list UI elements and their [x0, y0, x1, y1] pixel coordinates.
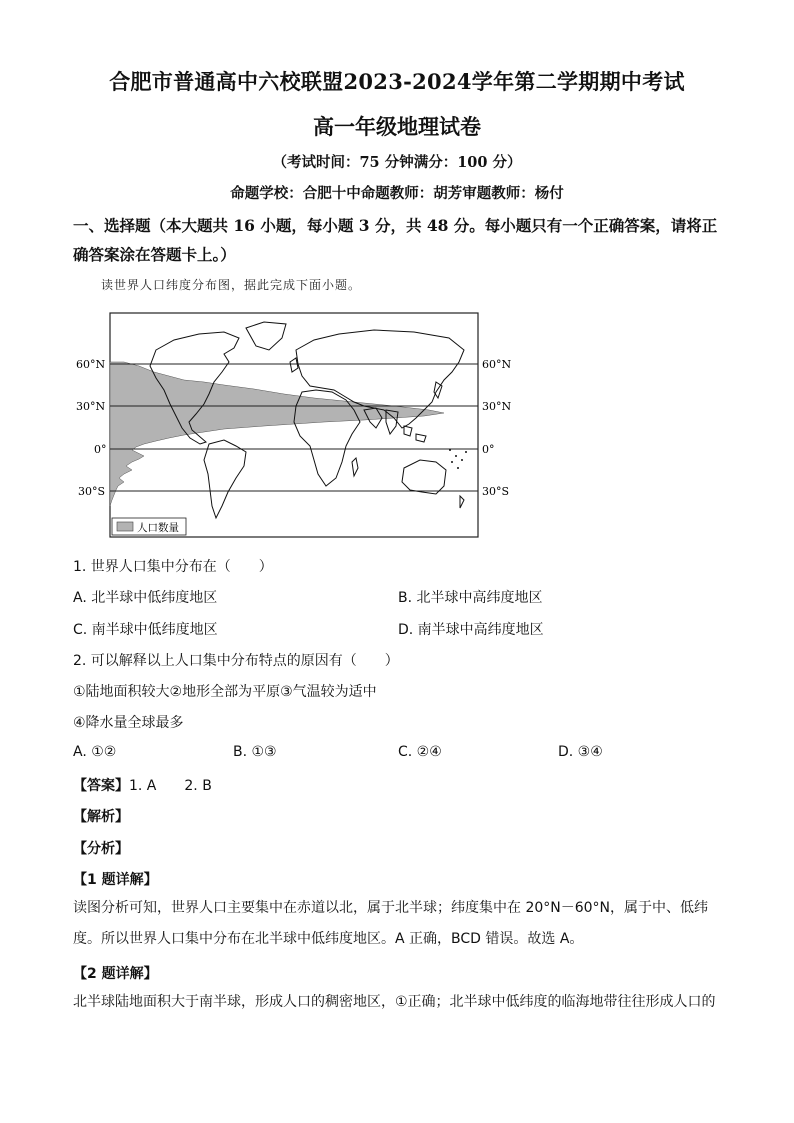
q2-option-d[interactable]: D. ③④	[558, 744, 603, 760]
q2-statements-2: ④降水量全球最多	[73, 715, 184, 731]
legend-swatch	[117, 522, 133, 531]
detail1-text: 读图分析可知，世界人口主要集中在赤道以北，属于北半球；纬度集中在 20°N－60°N，属于中、低纬度。所以世界人口集中分布在北半球中低纬度地区。A 正确，BCD 错误。故选 A。	[73, 900, 709, 947]
exam-subtitle: 高一年级地理试卷	[313, 114, 481, 139]
q1-stem: 1. 世界人口集中分布在（ ）	[73, 559, 273, 575]
q1-option-b[interactable]: B. 北半球中高纬度地区	[398, 590, 543, 606]
analysis-label: 【解析】	[73, 809, 129, 825]
question-intro: 读世界人口纬度分布图，据此完成下面小题。	[101, 278, 362, 292]
answer-text: 1. A 2. B	[129, 778, 212, 794]
lat-label-30s-right: 30°S	[482, 485, 510, 498]
q2-option-b[interactable]: B. ①③	[233, 744, 277, 760]
q2-statements-1: ①陆地面积较大②地形全部为平原③气温较为适中	[73, 684, 377, 700]
q1-option-c[interactable]: C. 南半球中低纬度地区	[73, 622, 218, 638]
q2-option-a[interactable]: A. ①②	[73, 744, 117, 760]
legend-label: 人口数量	[137, 522, 179, 534]
section-heading: 一、选择题（本大题共 16 小题，每小题 3 分，共 48 分。每小题只有一个正确答案，请将正确答案涂在答题卡上。）	[73, 216, 718, 264]
q2-option-c[interactable]: C. ②④	[398, 744, 442, 760]
lat-label-0-right: 0°	[482, 443, 495, 456]
lat-label-30n-right: 30°N	[482, 400, 512, 413]
population-latitude-map	[64, 310, 534, 540]
detail2-text: 北半球陆地面积大于南半球，形成人口的稠密地区，①正确；北半球中低纬度的临海地带往往形成人口的	[73, 994, 716, 1010]
exam-info: （考试时间：75 分钟满分：100 分）	[272, 154, 522, 171]
q1-option-d[interactable]: D. 南半球中高纬度地区	[398, 622, 544, 638]
lat-label-0-left: 0°	[94, 443, 107, 456]
detail1-label: 【1 题详解】	[73, 872, 158, 888]
lat-label-30s-left: 30°S	[78, 485, 106, 498]
q2-stem: 2. 可以解释以上人口集中分布特点的原因有（ ）	[73, 653, 399, 669]
exam-title: 合肥市普通高中六校联盟2023-2024学年第二学期期中考试	[109, 69, 685, 94]
detail2-label: 【2 题详解】	[73, 966, 158, 982]
answer-line	[73, 775, 212, 795]
answer-label: 【答案】	[73, 778, 129, 794]
q1-option-a[interactable]: A. 北半球中低纬度地区	[73, 590, 218, 606]
lat-label-60n-left: 60°N	[76, 358, 106, 371]
lat-label-60n-right: 60°N	[482, 358, 512, 371]
exam-authors: 命题学校：合肥十中命题教师：胡芳审题教师：杨付	[230, 185, 564, 202]
lat-label-30n-left: 30°N	[76, 400, 106, 413]
fenxi-label: 【分析】	[73, 841, 129, 857]
